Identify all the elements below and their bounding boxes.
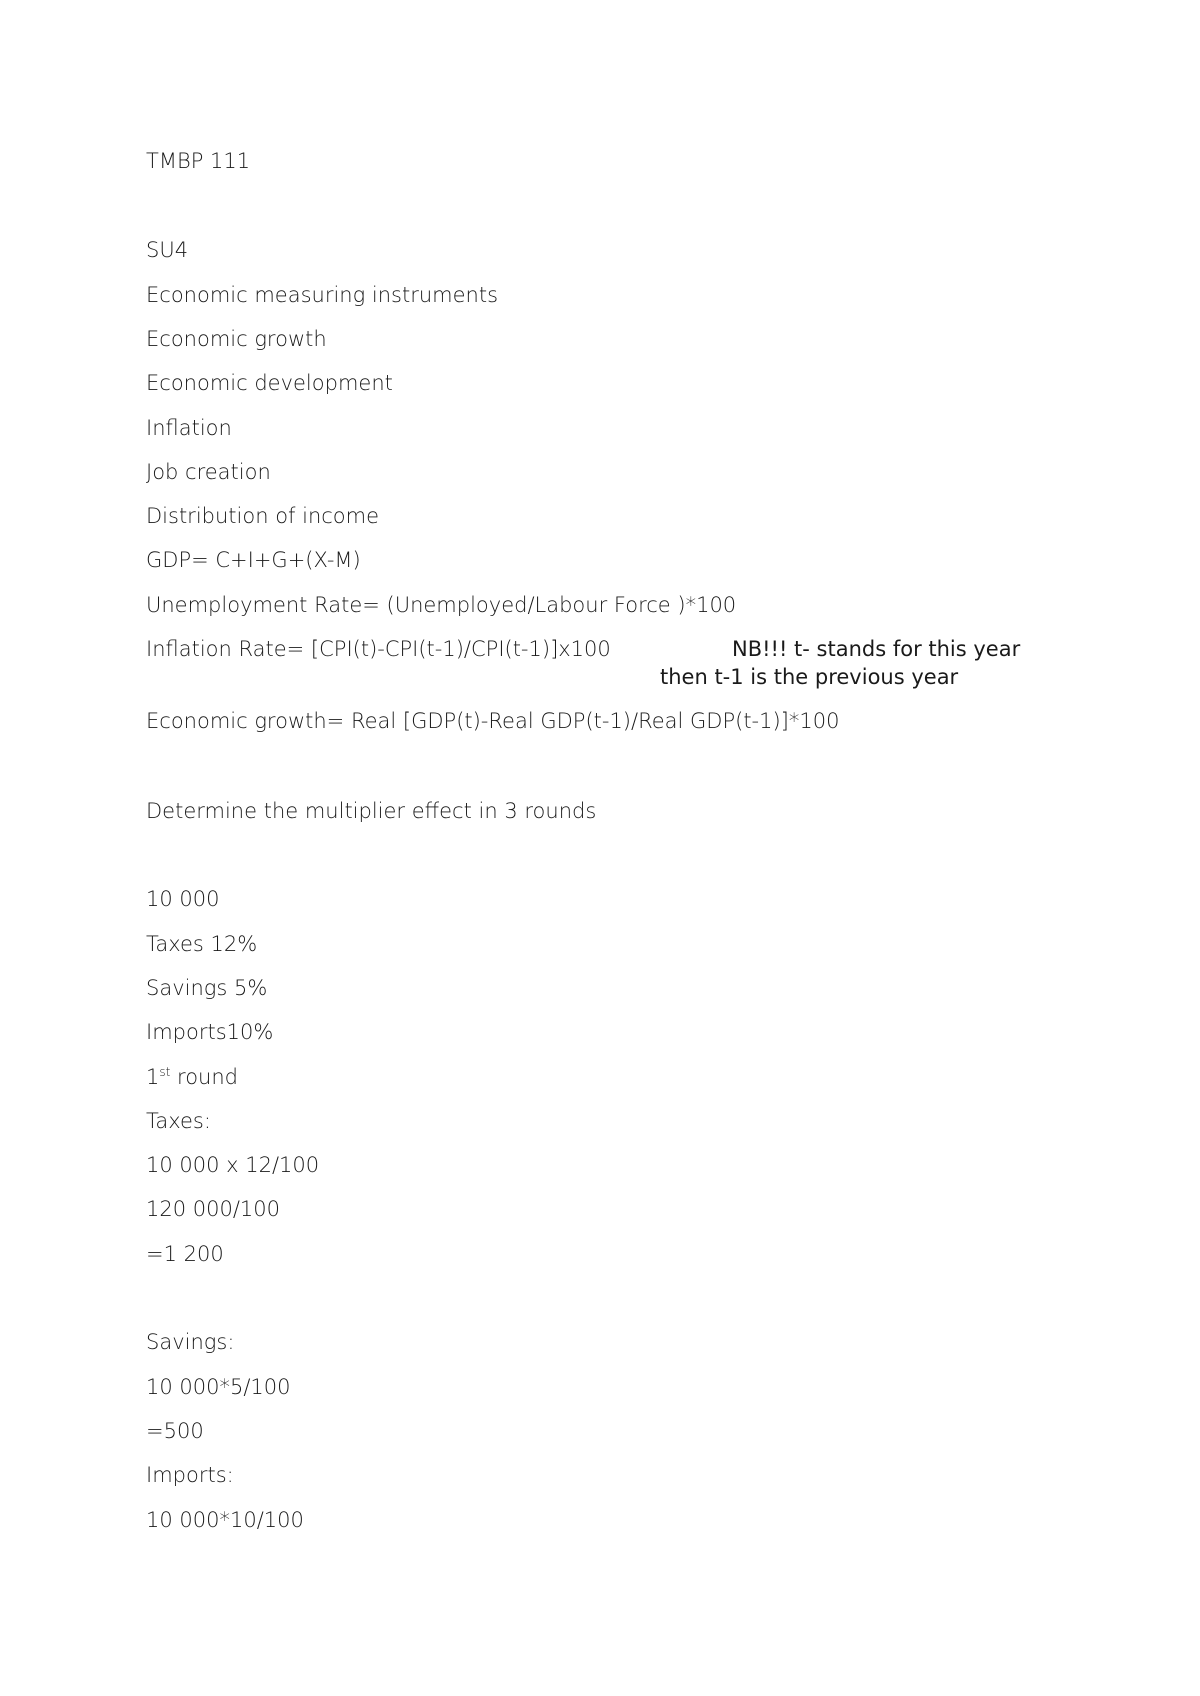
savings-result: =500 — [146, 1419, 204, 1443]
taxes-step-1: 10 000 x 12/100 — [146, 1153, 320, 1177]
savings-step-1: 10 000*5/100 — [146, 1375, 291, 1399]
topic-item: Inflation — [146, 416, 232, 440]
taxes-label: Taxes: — [146, 1109, 211, 1133]
note-line-1: NB!!! t- stands for this year — [732, 637, 1021, 661]
exercise-amount: 10 000 — [146, 887, 220, 911]
economic-growth-formula: Economic growth= Real [GDP(t)-Real GDP(t-1)/Real GDP(t-1)]*100 — [146, 709, 840, 733]
unemployment-formula: Unemployment Rate= (Unemployed/Labour Force )*100 — [146, 593, 737, 617]
topic-item: Economic development — [146, 371, 393, 395]
topic-item: Distribution of income — [146, 504, 380, 528]
exercise-prompt: Determine the multiplier effect in 3 rounds — [146, 799, 597, 823]
taxes-rate: Taxes 12% — [146, 932, 258, 956]
taxes-result: =1 200 — [146, 1242, 224, 1266]
savings-label: Savings: — [146, 1330, 235, 1354]
course-code: TMBP 111 — [146, 149, 251, 173]
imports-step-1: 10 000*10/100 — [146, 1508, 304, 1532]
savings-rate: Savings 5% — [146, 976, 268, 1000]
gdp-formula: GDP= C+I+G+(X-M) — [146, 548, 361, 572]
round-word: round — [170, 1065, 238, 1089]
imports-label: Imports: — [146, 1463, 234, 1487]
topic-item: Job creation — [146, 460, 271, 484]
round-heading — [146, 1064, 238, 1090]
imports-rate: Imports10% — [146, 1020, 274, 1044]
round-suffix: st — [159, 1065, 171, 1079]
topic-item: Economic measuring instruments — [146, 283, 499, 307]
inflation-formula: Inflation Rate= [CPI(t)-CPI(t-1)/CPI(t-1)]x100 — [146, 637, 611, 661]
topic-item: Economic growth — [146, 327, 327, 351]
note-line-2: then t-1 is the previous year — [660, 665, 959, 689]
taxes-step-2: 120 000/100 — [146, 1197, 280, 1221]
round-number: 1 — [146, 1065, 160, 1089]
study-unit-title: SU4 — [146, 238, 189, 262]
